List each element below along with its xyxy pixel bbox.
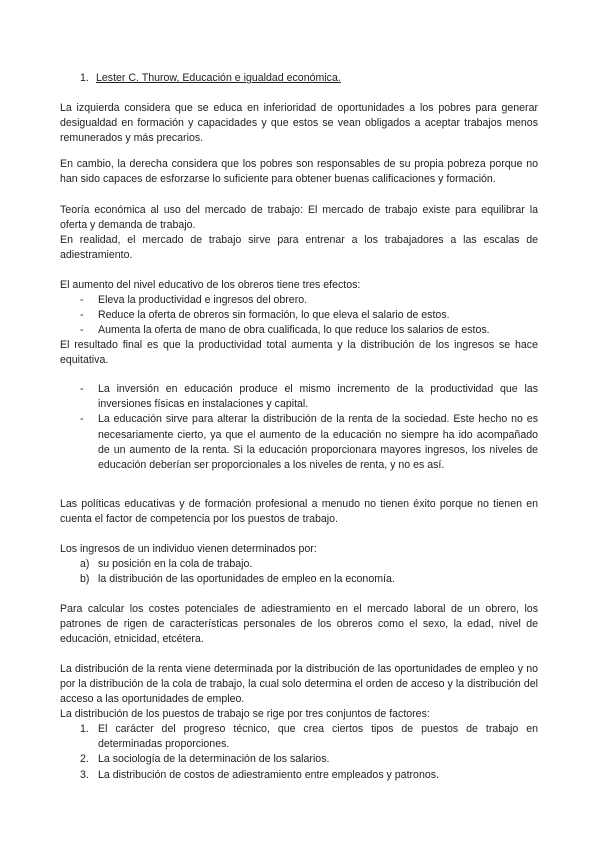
paragraph-reality: En realidad, el mercado de trabajo sirve para entrenar a los trabajadores a las escalas de adiestramiento. (60, 234, 538, 262)
list-item-text: La inversión en educación produce el mismo incremento de la productividad que las inversiones físicas en instalaciones y capital. (98, 383, 538, 411)
paragraph-income-distribution: La distribución de la renta viene determinada por la distribución de las oportunidades de empleo y no por la distribución de la cola de trabajo, la cual solo determina el orden de acceso y la distribución del acceso a las oportunidades de empleo. (60, 663, 538, 706)
income-factors-list (60, 557, 538, 587)
list-item (60, 323, 538, 338)
section-number: 1. (80, 72, 89, 84)
list-item-text: Reduce la oferta de obreros sin formación, lo que eleva el salario de estos. (98, 309, 450, 322)
list-item-text: El carácter del progreso técnico, que crea ciertos tipos de puestos de trabajo en determinadas proporciones. (98, 723, 538, 751)
paragraph-training-costs: Para calcular los costes potenciales de adiestramiento en el mercado laboral de un obrero, los patrones de rigen de características personales de los obreros como el sexo, la edad, nivel de educación, etnicidad, etcétera. (60, 603, 538, 646)
list-item-text: la distribución de las oportunidades de empleo en la economía. (98, 573, 395, 586)
list-marker: 3. (80, 768, 89, 781)
list-item-text: La sociología de la determinación de los salarios. (98, 753, 330, 766)
effects-list (60, 293, 538, 339)
list-item (60, 722, 538, 752)
list-item-text: Eleva la productividad e ingresos del obrero. (98, 294, 308, 306)
section-title: Lester C. Thurow, Educación e igualdad económica. (96, 72, 341, 84)
factor-sets-list (60, 722, 538, 783)
list-marker: - (80, 413, 84, 426)
list-item (60, 382, 538, 412)
list-item (60, 308, 538, 323)
list-item (60, 752, 538, 767)
paragraph-result: El resultado final es que la productividad total aumenta y la distribución de los ingresos se hace equitativa. (60, 339, 538, 367)
paragraph-effects-intro: El aumento del nivel educativo de los obreros tiene tres efectos: (60, 279, 361, 291)
paragraph-right-view: En cambio, la derecha considera que los pobres son responsables de su propia pobreza porque no han sido capaces de esforzarse lo suficiente para obtener buenas calificaciones y formación. (60, 158, 538, 186)
paragraph-policies: Las políticas educativas y de formación profesional a menudo no tienen éxito porque no tienen en cuenta el factor de competencia por los puestos de trabajo. (60, 498, 538, 526)
list-item (60, 293, 538, 308)
list-item (60, 572, 538, 587)
list-marker: - (80, 383, 84, 395)
paragraph-income-intro: Los ingresos de un individuo vienen determinados por: (60, 543, 317, 555)
paragraph-job-factors-intro: La distribución de los puestos de trabajo se rige por tres conjuntos de factores: (60, 708, 430, 720)
list-marker: - (80, 324, 84, 337)
list-item-text: La distribución de costos de adiestramiento entre empleados y patronos. (98, 768, 439, 781)
list-item-text: Aumenta la oferta de mano de obra cualificada, lo que reduce los salarios de estos. (98, 324, 490, 337)
list-item (60, 768, 538, 783)
paragraph-left-view: La izquierda considera que se educa en inferioridad de oportunidades a los pobres para generar desigualdad en formación y capacidades y que estos se vean obligados a aceptar trabajos menos remunerados y más precarios. (60, 102, 538, 145)
list-marker: - (80, 309, 84, 322)
list-item (60, 557, 538, 572)
list-marker: - (80, 294, 84, 306)
list-marker: a) (80, 558, 90, 570)
paragraph-economic-theory: Teoría económica al uso del mercado de trabajo: El mercado de trabajo existe para equilibrar la oferta y demanda de trabajo. (60, 204, 538, 232)
list-item (60, 412, 538, 473)
list-item-text: su posición en la cola de trabajo. (98, 558, 253, 570)
list-marker: 2. (80, 753, 89, 766)
list-marker: 1. (80, 723, 89, 735)
critiques-list (60, 382, 538, 473)
list-marker: b) (80, 573, 90, 586)
list-item-text: La educación sirve para alterar la distribución de la renta de la sociedad. Este hecho no es necesariamente cierto, ya que el aumento de la educación no siempre ha ido acompañado de un aumento de la renta. Si la educación proporcionara mayores ingresos, los niveles de educación deberían ser proporcionales a los niveles de renta, y no es así. (98, 413, 538, 472)
